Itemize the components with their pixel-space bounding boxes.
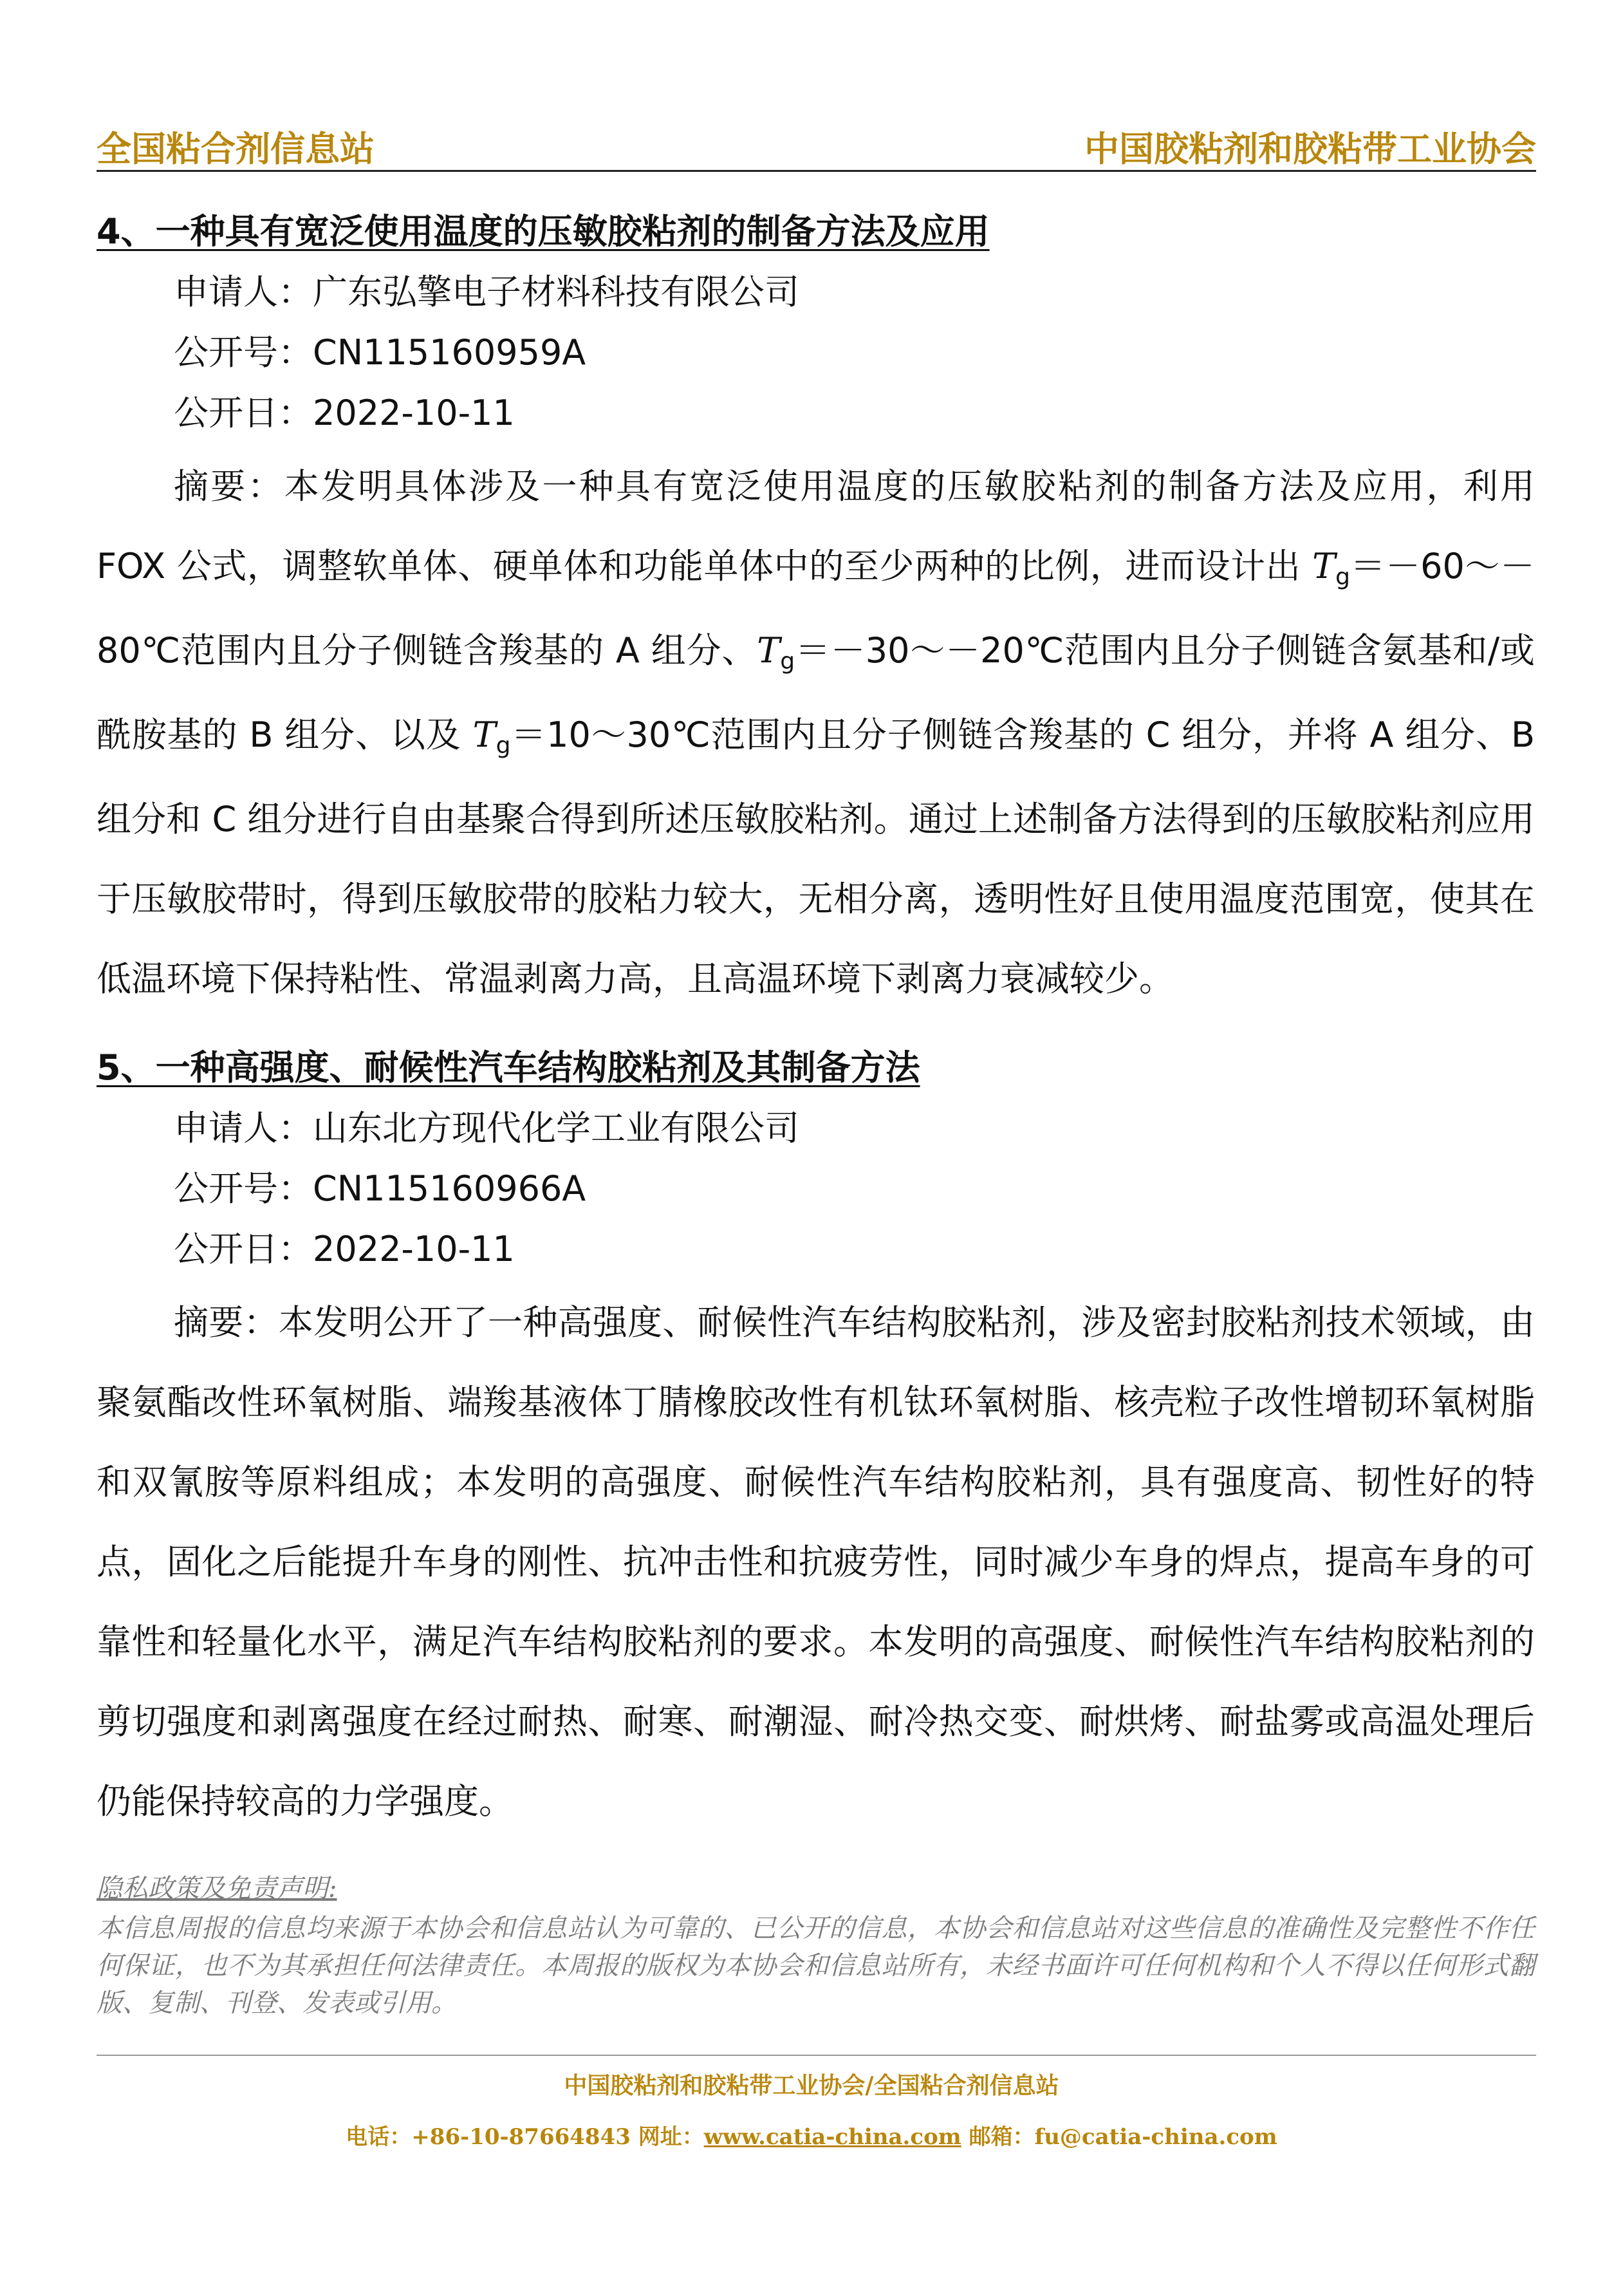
patent-publication-date: 公开日：2022-10-11 — [174, 393, 515, 433]
page-header — [97, 115, 1536, 172]
disclaimer-body: 本信息周报的信息均来源于本协会和信息站认为可靠的、已公开的信息，本协会和信息站对这些信息的准确性及完整性不作任何保证，也不为其承担任何法律责任。本周报的版权为本协会和信息站所有，未经书面许可任何机构和个人不得以任何形式翻版、复制、刊登、发表或引用。 — [97, 1914, 1535, 2018]
tg-symbol: Tg — [757, 630, 795, 675]
patent-abstract — [97, 447, 1535, 1019]
footer-contact — [0, 2119, 1623, 2151]
patent-title: 4、一种具有宽泛使用温度的压敏胶粘剂的制备方法及应用 — [97, 211, 990, 252]
abstract-text: 摘要：本发明具体涉及一种具有宽泛使用温度的压敏胶粘剂的制备方法及应用，利用 FOX 公式，调整软单体、硬单体和功能单体中的至少两种的比例，进而设计出 — [97, 466, 1535, 586]
tg-symbol: Tg — [472, 714, 511, 759]
patent-abstract: 摘要：本发明公开了一种高强度、耐候性汽车结构胶粘剂，涉及密封胶粘剂技术领域，由聚氨酯改性环氧树脂、端羧基液体丁腈橡胶改性有机钛环氧树脂、核壳粒子改性增韧环氧树脂和双氰胺等原料组成；本发明的高强度、耐候性汽车结构胶粘剂，具有强度高、韧性好的特点，固化之后能提升车身的刚性、抗冲击性和抗疲劳性，同时减少车身的焊点，提高车身的可靠性和轻量化水平，满足汽车结构胶粘剂的要求。本发明的高强度、耐候性汽车结构胶粘剂的剪切强度和剥离强度在经过耐热、耐寒、耐潮湿、耐冷热交变、耐烘烤、耐盐雾或高温处理后仍能保持较高的力学强度。 — [97, 1302, 1535, 1822]
disclaimer-heading: 隐私政策及免责声明: — [97, 1874, 337, 1903]
abstract-text: ＝－30～－20℃范围内且分子侧链含氨基和/或酰胺基的 B 组分、以及 — [97, 630, 1535, 755]
patent-applicant: 申请人：山东北方现代化学工业有限公司 — [174, 1108, 799, 1148]
patent-entry-5 — [97, 1041, 1535, 1842]
footer-phone: 电话：+86-10-87664843 网址： — [346, 2124, 704, 2150]
patent-applicant: 申请人：广东弘擎电子材料科技有限公司 — [174, 272, 799, 312]
patent-publication-number: 公开号：CN115160966A — [174, 1168, 586, 1209]
abstract-text: ＝10～30℃范围内且分子侧链含羧基的 C 组分，并将 A 组分、B 组分和 C 组分进行自由基聚合得到所述压敏胶粘剂。通过上述制备方法得到的压敏胶粘剂应用于压敏胶带时，得到压敏胶带的胶粘力较大，无相分离，透明性好且使用温度范围宽，使其在低温环境下保持粘性、常温剥离力高，且高温环境下剥离力衰减较少。 — [97, 714, 1535, 999]
main-content — [97, 205, 1535, 1863]
patent-publication-date: 公开日：2022-10-11 — [174, 1229, 515, 1269]
patent-entry-4 — [97, 205, 1535, 1019]
header-right-title: 中国胶粘剂和胶粘带工业协会 — [1084, 128, 1536, 169]
patent-publication-number: 公开号：CN115160959A — [174, 332, 586, 373]
tg-symbol: Tg — [1312, 546, 1350, 590]
footer-email-label: 邮箱： — [961, 2124, 1035, 2150]
abstract-text: ＝－60～－80℃范围内且分子侧链含羧基的 A 组分、 — [97, 546, 1535, 671]
disclaimer — [97, 1870, 1535, 2022]
footer-organization: 中国胶粘剂和胶粘带工业协会/全国粘合剂信息站 — [564, 2072, 1059, 2099]
footer-divider — [97, 2055, 1536, 2056]
patent-title: 5、一种高强度、耐候性汽车结构胶粘剂及其制备方法 — [97, 1047, 920, 1088]
footer-website-link[interactable]: www.catia-china.com — [703, 2124, 961, 2150]
footer-email[interactable]: fu@catia-china.com — [1034, 2124, 1277, 2150]
header-left-title: 全国粘合剂信息站 — [97, 128, 375, 169]
